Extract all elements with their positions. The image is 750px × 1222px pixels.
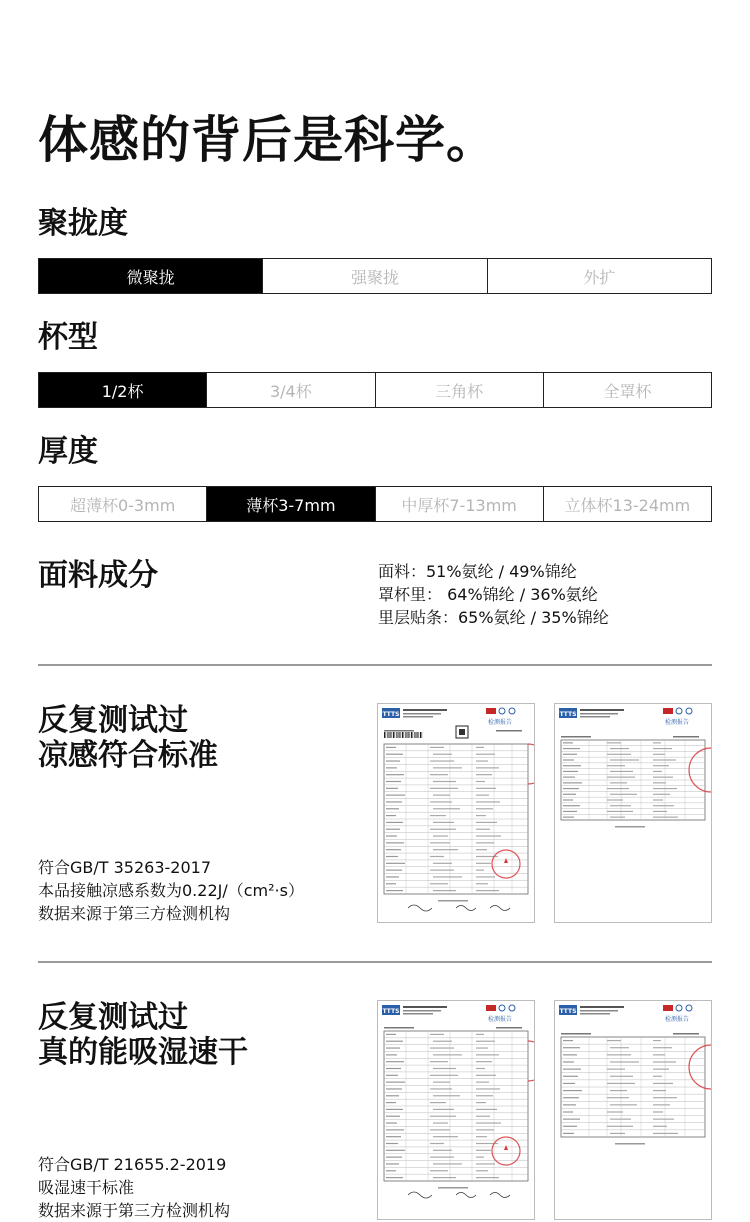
cooling-heading-line1: 反复测试过	[38, 703, 188, 738]
fabric-line-cup-lining: 罩杯里： 64%锦纶 / 36%氨纶	[378, 585, 598, 604]
svg-text:检测报告: 检测报告	[487, 719, 513, 726]
drying-heading	[38, 1000, 248, 1070]
drying-source: 数据来源于第三方检测机构	[38, 1201, 231, 1220]
thickness-option-thin[interactable]: 薄杯3-7mm	[206, 487, 374, 521]
cooling-heading-line2: 凉感符合标准	[38, 738, 218, 773]
thickness-option-3d[interactable]: 立体杯13-24mm	[543, 487, 711, 521]
cup-option-full[interactable]: 全罩杯	[543, 373, 711, 407]
gather-selector	[38, 258, 712, 294]
test-report-image	[554, 703, 712, 923]
cup-option-three-quarter[interactable]: 3/4杯	[206, 373, 374, 407]
thickness-selector	[38, 486, 712, 522]
svg-text:检测报告: 检测报告	[487, 1016, 513, 1023]
fabric-composition	[378, 560, 609, 629]
test-report-image	[377, 703, 535, 923]
divider	[38, 664, 712, 666]
cup-option-triangle[interactable]: 三角杯	[375, 373, 543, 407]
fabric-line-outer: 面料：51%氨纶 / 49%锦纶	[378, 562, 577, 581]
thickness-option-ultrathin[interactable]: 超薄杯0-3mm	[69, 495, 176, 515]
test-report-image	[554, 1000, 712, 1220]
svg-text:TTTS: TTTS	[559, 711, 577, 718]
drying-standard: 符合GB/T 21655.2-2019	[38, 1155, 227, 1174]
svg-text:TTTS: TTTS	[559, 1008, 577, 1015]
gather-option-strong[interactable]: 强聚拢	[262, 259, 486, 293]
gather-heading: 聚拢度	[38, 206, 128, 241]
thickness-heading: 厚度	[38, 434, 98, 469]
test-report-image	[377, 1000, 535, 1220]
cup-selector	[38, 372, 712, 408]
drying-heading-line2: 真的能吸湿速干	[38, 1035, 248, 1070]
cup-option-half[interactable]: 1/2杯	[39, 373, 206, 407]
cooling-coefficient: 本品接触凉感系数为0.22J/（cm²·s）	[38, 881, 304, 900]
svg-text:检测报告: 检测报告	[664, 719, 690, 726]
drying-standard-desc: 吸湿速干标准	[38, 1178, 135, 1197]
fabric-line-inner-strip: 里层贴条：65%氨纶 / 35%锦纶	[378, 608, 609, 627]
cooling-heading	[38, 703, 218, 773]
cooling-notes	[38, 856, 304, 925]
divider	[38, 961, 712, 963]
svg-text:检测报告: 检测报告	[664, 1016, 690, 1023]
thickness-option-medium[interactable]: 中厚杯7-13mm	[375, 487, 543, 521]
svg-text:TTTS: TTTS	[382, 1008, 400, 1015]
gather-option-micro[interactable]: 微聚拢	[39, 259, 262, 293]
cooling-source: 数据来源于第三方检测机构	[38, 904, 231, 923]
drying-notes	[38, 1153, 230, 1222]
page-title: 体感的背后是科学。	[38, 111, 497, 169]
cup-heading: 杯型	[38, 320, 98, 355]
cooling-standard: 符合GB/T 35263-2017	[38, 858, 212, 877]
drying-heading-line1: 反复测试过	[38, 1000, 188, 1035]
gather-option-outward[interactable]: 外扩	[487, 259, 711, 293]
svg-text:TTTS: TTTS	[382, 711, 400, 718]
fabric-heading: 面料成分	[38, 558, 158, 593]
